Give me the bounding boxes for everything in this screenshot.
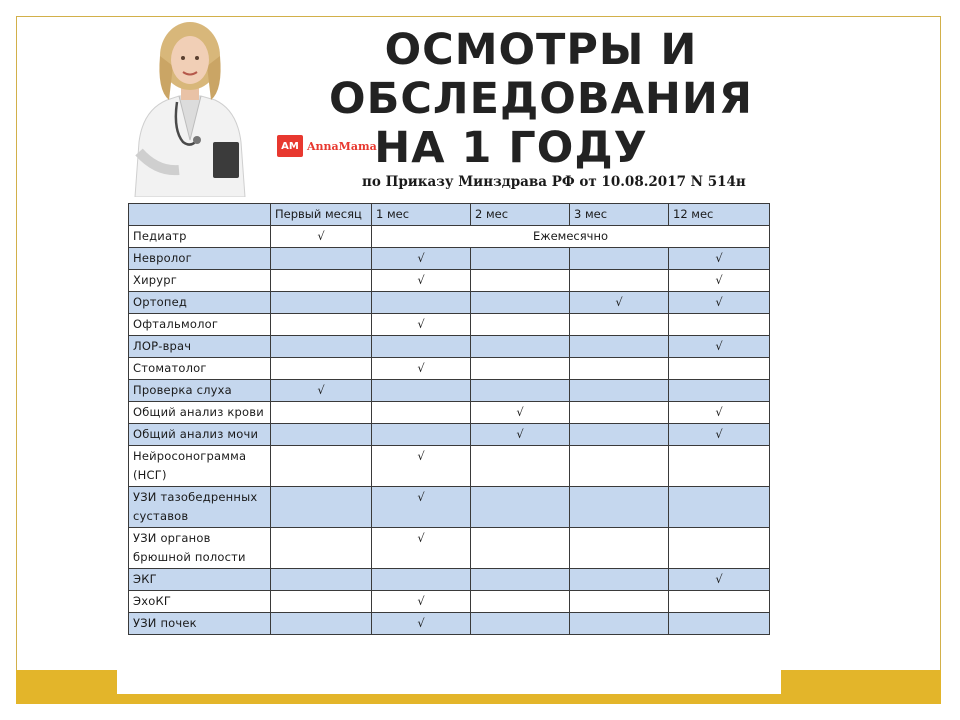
check-cell	[271, 248, 372, 270]
row-label: ЭКГ	[129, 569, 271, 591]
check-cell	[471, 591, 570, 613]
check-cell	[570, 446, 669, 487]
check-cell	[669, 358, 770, 380]
header-cell: 1 мес	[372, 204, 471, 226]
check-cell	[669, 591, 770, 613]
check-cell	[669, 613, 770, 635]
check-cell	[271, 613, 372, 635]
check-cell	[471, 292, 570, 314]
check-cell	[372, 402, 471, 424]
check-cell: √	[372, 270, 471, 292]
check-cell	[372, 292, 471, 314]
table-row	[129, 270, 770, 292]
monthly-cell: Ежемесячно	[372, 226, 770, 248]
table-row	[129, 591, 770, 613]
check-cell	[471, 270, 570, 292]
check-cell	[570, 591, 669, 613]
table-row	[129, 380, 770, 402]
check-cell: √	[471, 402, 570, 424]
table-row	[129, 528, 770, 569]
check-cell	[471, 336, 570, 358]
check-cell	[570, 424, 669, 446]
header-cell: Первый месяц	[271, 204, 372, 226]
check-cell: √	[372, 314, 471, 336]
check-cell	[570, 270, 669, 292]
table-row	[129, 424, 770, 446]
check-cell: √	[669, 336, 770, 358]
title-line: ОБСЛЕДОВАНИЯ	[329, 74, 753, 124]
table-row-pediatr	[129, 226, 770, 248]
logo-badge: AM	[277, 135, 303, 157]
check-cell	[271, 358, 372, 380]
check-cell: √	[271, 380, 372, 402]
check-cell: √	[669, 424, 770, 446]
row-label: УЗИ тазобедренных суставов	[129, 487, 271, 528]
row-label: Нейросонограмма (НСГ)	[129, 446, 271, 487]
check-cell	[570, 613, 669, 635]
check-cell	[271, 336, 372, 358]
table-row	[129, 446, 770, 487]
check-cell	[570, 528, 669, 569]
check-cell: √	[271, 226, 372, 248]
row-label: Проверка слуха	[129, 380, 271, 402]
row-label: Стоматолог	[129, 358, 271, 380]
check-cell	[271, 446, 372, 487]
check-cell	[271, 591, 372, 613]
table-row	[129, 314, 770, 336]
check-cell	[669, 487, 770, 528]
check-cell	[669, 528, 770, 569]
check-cell: √	[669, 270, 770, 292]
table-row	[129, 402, 770, 424]
table-row	[129, 487, 770, 528]
check-cell: √	[372, 613, 471, 635]
check-cell	[471, 380, 570, 402]
check-cell: √	[372, 528, 471, 569]
row-label: Общий анализ крови	[129, 402, 271, 424]
check-cell	[372, 569, 471, 591]
check-cell	[372, 380, 471, 402]
check-cell	[372, 336, 471, 358]
header-cell: 12 мес	[669, 204, 770, 226]
table-header-row	[129, 204, 770, 226]
check-cell	[271, 487, 372, 528]
check-cell: √	[471, 424, 570, 446]
check-cell	[570, 336, 669, 358]
table-row	[129, 336, 770, 358]
table-row	[129, 569, 770, 591]
check-cell	[372, 424, 471, 446]
check-cell	[471, 528, 570, 569]
check-cell	[570, 380, 669, 402]
check-cell	[471, 248, 570, 270]
check-cell	[271, 402, 372, 424]
check-cell: √	[570, 292, 669, 314]
check-cell	[271, 528, 372, 569]
check-cell: √	[372, 248, 471, 270]
header-cell	[129, 204, 271, 226]
check-cell: √	[669, 248, 770, 270]
subtitle: по Приказу Минздрава РФ от 10.08.2017 N 514н	[362, 174, 746, 190]
row-label: Ортопед	[129, 292, 271, 314]
check-cell	[271, 270, 372, 292]
check-cell	[271, 424, 372, 446]
check-cell: √	[372, 487, 471, 528]
check-cell	[570, 487, 669, 528]
check-cell	[471, 569, 570, 591]
check-cell	[271, 292, 372, 314]
check-cell	[570, 248, 669, 270]
infographic-card	[117, 22, 781, 694]
brand-logo	[277, 134, 377, 158]
check-cell: √	[669, 292, 770, 314]
check-cell	[669, 314, 770, 336]
row-label: Хирург	[129, 270, 271, 292]
table-row	[129, 292, 770, 314]
check-cell: √	[669, 569, 770, 591]
row-label: Невролог	[129, 248, 271, 270]
check-cell	[669, 380, 770, 402]
check-cell	[471, 358, 570, 380]
check-cell: √	[669, 402, 770, 424]
table-row	[129, 613, 770, 635]
page-title	[307, 26, 775, 173]
check-cell	[271, 314, 372, 336]
check-cell	[471, 487, 570, 528]
check-cell: √	[372, 591, 471, 613]
header-cell: 2 мес	[471, 204, 570, 226]
row-label: ЛОР-врач	[129, 336, 271, 358]
row-label: ЭхоКГ	[129, 591, 271, 613]
check-cell: √	[372, 446, 471, 487]
row-label: УЗИ органов брюшной полости	[129, 528, 271, 569]
title-line: НА 1 ГОДУ	[374, 123, 648, 173]
schedule-table	[128, 203, 770, 635]
table-row	[129, 358, 770, 380]
row-label: УЗИ почек	[129, 613, 271, 635]
header-cell: 3 мес	[570, 204, 669, 226]
row-label: Педиатр	[129, 226, 271, 248]
check-cell	[271, 569, 372, 591]
title-line: ОСМОТРЫ И	[384, 25, 698, 75]
check-cell	[471, 446, 570, 487]
check-cell: √	[372, 358, 471, 380]
check-cell	[570, 569, 669, 591]
check-cell	[471, 314, 570, 336]
check-cell	[570, 402, 669, 424]
check-cell	[570, 358, 669, 380]
doctor-illustration	[117, 22, 262, 197]
check-cell	[471, 613, 570, 635]
check-cell	[669, 446, 770, 487]
check-cell	[570, 314, 669, 336]
logo-text: AnnaMama	[307, 139, 377, 153]
row-label: Офтальмолог	[129, 314, 271, 336]
table-row	[129, 248, 770, 270]
row-label: Общий анализ мочи	[129, 424, 271, 446]
